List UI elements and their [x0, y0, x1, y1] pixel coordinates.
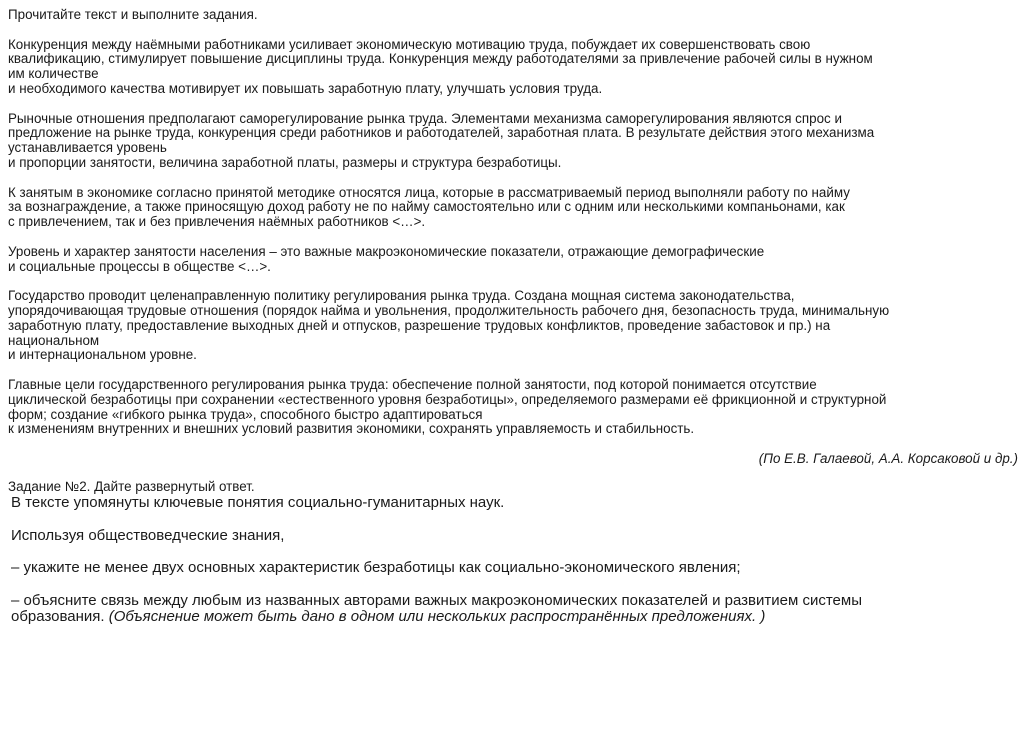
task-line-unemployment: – укажите не менее двух основных характеристик безработицы как социально-экономического явления;	[11, 559, 741, 576]
text-line: устанавливается уровень	[8, 140, 167, 156]
text-line: циклической безработицы при сохранении «естественного уровня безработицы», определяемого размерами её фрикционной и структурной	[8, 391, 887, 407]
task-title: Задание №2. Дайте развернутый ответ.	[8, 479, 255, 494]
paragraph-regulation-goals	[8, 378, 1018, 437]
text-line: и пропорции занятости, величина заработной платы, размеры и структура безработицы.	[8, 154, 562, 170]
text-line: заработную плату, предоставление выходных дней и отпусков, разрешение трудовых конфликтов, проведение забастовок и пр.) на	[8, 317, 831, 333]
paragraph-market-relations	[8, 112, 1018, 171]
text-line: образования.	[11, 608, 109, 625]
task-line-explain	[11, 593, 1014, 626]
text-line: и необходимого качества мотивирует их повышать заработную плату, улучшать условия труда.	[8, 80, 603, 96]
text-line: К занятым в экономике согласно принятой методике относятся лица, которые в рассматриваемый период выполняли работу по найму	[8, 184, 850, 200]
text-line: Главные цели государственного регулирования рынка труда: обеспечение полной занятости, под которой понимается отсутствие	[8, 376, 817, 392]
text-line: Государство проводит целенаправленную политику регулирования рынка труда. Создана мощная система законодательства,	[8, 288, 795, 304]
text-line: национальном	[8, 332, 100, 348]
text-line: – объясните связь между любым из названных авторами важных макроэкономических показателей и развитием системы	[11, 591, 862, 609]
text-line: предложение на рынке труда, конкуренция среди работников и работодателей, заработная плата. В результате действия этого механизма	[8, 125, 875, 141]
text-line: Уровень и характер занятости населения – это важные макроэкономические показатели, отражающие демографические	[8, 243, 765, 259]
task-line-knowledge: Используя обществоведческие знания,	[11, 526, 285, 544]
text-line: и социальные процессы в обществе <…>.	[8, 258, 271, 274]
text-line: с привлечением, так и без привлечения наёмных работников <…>.	[8, 214, 426, 230]
source-attribution: (По Е.В. Галаевой, А.А. Корсаковой и др.)	[758, 450, 1018, 466]
task-line-concepts: В тексте упомянуты ключевые понятия социально-гуманитарных наук.	[11, 494, 505, 511]
text-line: квалификацию, стимулирует повышение дисциплины труда. Конкуренция между работодателями за привлечение рабочей силы в нужном	[8, 51, 873, 67]
paragraph-state-policy	[8, 289, 1018, 363]
text-line: к изменениям внутренних и внешних условий развития экономики, сохранять управляемость и стабильность.	[8, 421, 695, 437]
text-line: и интернациональном уровне.	[8, 347, 197, 363]
paragraph-competition	[8, 38, 1018, 97]
reading-text	[8, 8, 1018, 482]
intro-instruction: Прочитайте текст и выполните задания.	[8, 7, 258, 22]
text-line: за вознаграждение, а также приносящую доход работу не по найму самостоятельно или с одним или несколькими компаньонами, как	[8, 199, 845, 215]
paragraph-employed	[8, 186, 1018, 230]
text-line: им количестве	[8, 66, 99, 82]
task-body	[11, 495, 1014, 642]
text-line: упорядочивающая трудовые отношения (порядок найма и увольнения, продолжительность рабочего дня, безопасность труда, минимальную	[8, 302, 890, 318]
paragraph-employment-level	[8, 245, 1018, 275]
text-line: Конкуренция между наёмными работниками усиливает экономическую мотивацию труда, побуждает их совершенствовать свою	[8, 36, 811, 52]
text-line: Рыночные отношения предполагают саморегулирование рынка труда. Элементами механизма саморегулирования являются спрос и	[8, 110, 842, 126]
text-line: форм; создание «гибкого рынка труда», способного быстро адаптироваться	[8, 406, 483, 422]
task-note: (Объяснение может быть дано в одном или нескольких распространённых предложениях. )	[108, 608, 766, 625]
